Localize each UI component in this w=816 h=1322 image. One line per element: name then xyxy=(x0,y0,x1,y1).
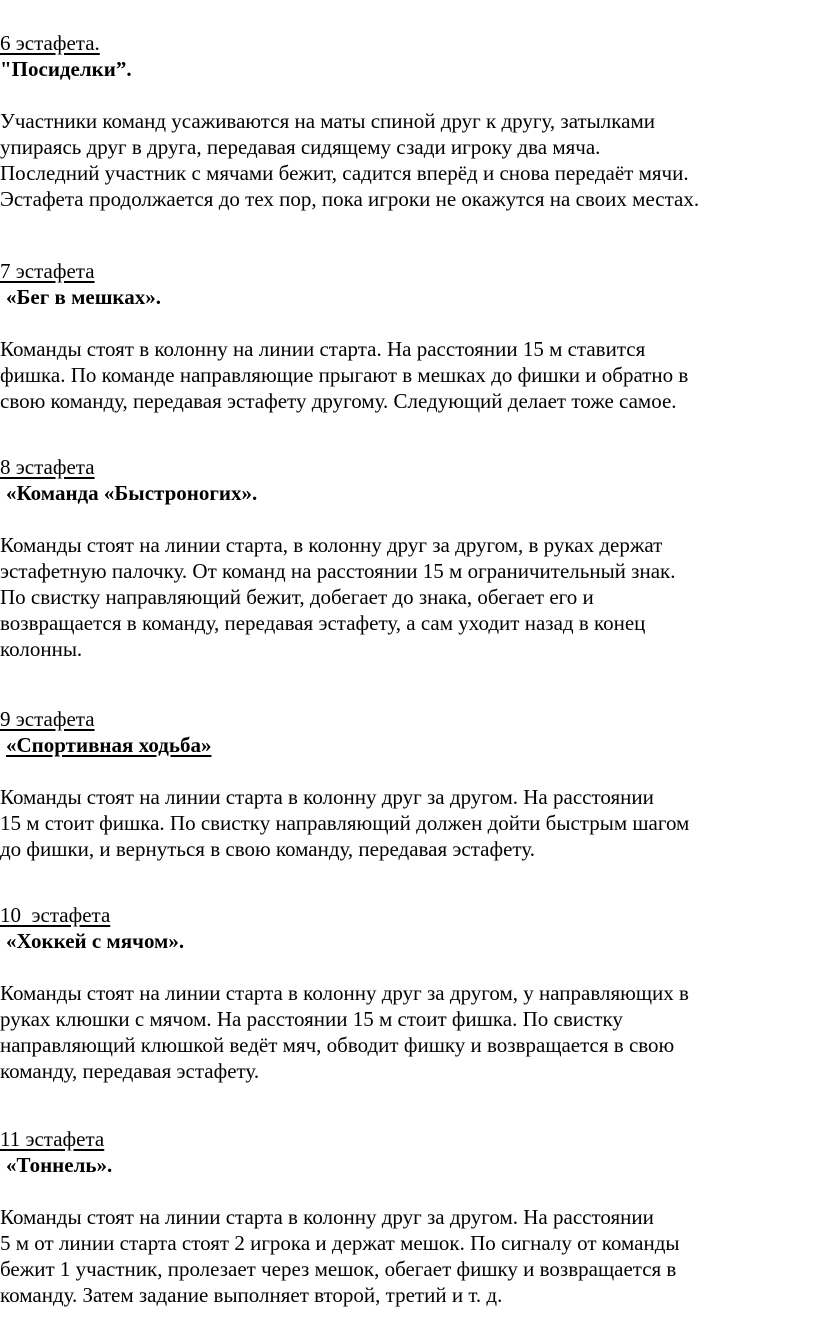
relay-title: «Команда «Быстроногих». xyxy=(6,481,258,505)
relay-description xyxy=(0,980,816,1084)
text-line: руках клюшки с мячом. На расстоянии 15 м стоит фишка. По свистку xyxy=(0,1007,623,1031)
text-line: команду. Затем задание выполняет второй, третий и т. д. xyxy=(0,1283,503,1307)
text-line: возвращается в команду, передавая эстафету, а сам уходит назад в конец xyxy=(0,611,646,635)
text-line: колонны. xyxy=(0,637,83,661)
text-line: Команды стоят на линии старта, в колонну друг за другом, в руках держат xyxy=(0,533,663,557)
relay-description xyxy=(0,532,816,662)
relay-description xyxy=(0,108,816,212)
relay-description xyxy=(0,336,816,414)
relay-section-6 xyxy=(0,30,816,212)
relay-title: "Посиделки”. xyxy=(0,57,132,81)
text-line: Команды стоят в колонну на линии старта. На расстоянии 15 м ставится xyxy=(0,337,646,361)
relay-number: 7 эстафета xyxy=(0,259,95,283)
relay-title: «Тоннель». xyxy=(6,1153,113,1177)
text-line: направляющий клюшкой ведёт мяч, обводит фишку и возвращается в свою xyxy=(0,1033,675,1057)
text-line: 5 м от линии старта стоят 2 игрока и держат мешок. По сигналу от команды xyxy=(0,1231,680,1255)
relay-section-9 xyxy=(0,706,816,862)
text-line: свою команду, передавая эстафету другому. Следующий делает тоже самое. xyxy=(0,389,677,413)
text-line: Эстафета продолжается до тех пор, пока игроки не окажутся на своих местах. xyxy=(0,187,700,211)
text-line: Команды стоят на линии старта в колонну друг за другом. На расстоянии xyxy=(0,1205,654,1229)
relay-number: 9 эстафета xyxy=(0,707,95,731)
text-line: 15 м стоит фишка. По свистку направляющий должен дойти быстрым шагом xyxy=(0,811,690,835)
relay-number: 8 эстафета xyxy=(0,455,95,479)
relay-title: «Бег в мешках». xyxy=(6,285,161,309)
relay-description xyxy=(0,784,816,862)
text-line: до фишки, и вернуться в свою команду, передавая эстафету. xyxy=(0,837,535,861)
relay-description xyxy=(0,1204,816,1308)
relay-number: 10 эстафета xyxy=(0,903,111,927)
relay-title: «Хоккей с мячом». xyxy=(6,929,185,953)
relay-number: 6 эстафета. xyxy=(0,31,100,55)
text-line: бежит 1 участник, пролезает через мешок, обегает фишку и возвращается в xyxy=(0,1257,677,1281)
relay-number: 11 эстафета xyxy=(0,1127,105,1151)
relay-section-10 xyxy=(0,902,816,1084)
text-line: Команды стоят на линии старта в колонну друг за другом. На расстоянии xyxy=(0,785,654,809)
text-line: команду, передавая эстафету. xyxy=(0,1059,260,1083)
text-line: По свистку направляющий бежит, добегает до знака, обегает его и xyxy=(0,585,594,609)
text-line: Команды стоят на линии старта в колонну друг за другом, у направляющих в xyxy=(0,981,689,1005)
relay-section-11 xyxy=(0,1126,816,1308)
relay-section-7 xyxy=(0,258,816,414)
text-line: Последний участник с мячами бежит, садится вперёд и снова передаёт мячи. xyxy=(0,161,689,185)
relay-title: «Спортивная ходьба» xyxy=(6,733,212,757)
relay-section-8 xyxy=(0,454,816,662)
text-line: упираясь друг в друга, передавая сидящему сзади игроку два мяча. xyxy=(0,135,601,159)
text-line: Участники команд усаживаются на маты спиной друг к другу, затылками xyxy=(0,109,655,133)
text-line: фишка. По команде направляющие прыгают в мешках до фишки и обратно в xyxy=(0,363,689,387)
text-line: эстафетную палочку. От команд на расстоянии 15 м ограничительный знак. xyxy=(0,559,676,583)
